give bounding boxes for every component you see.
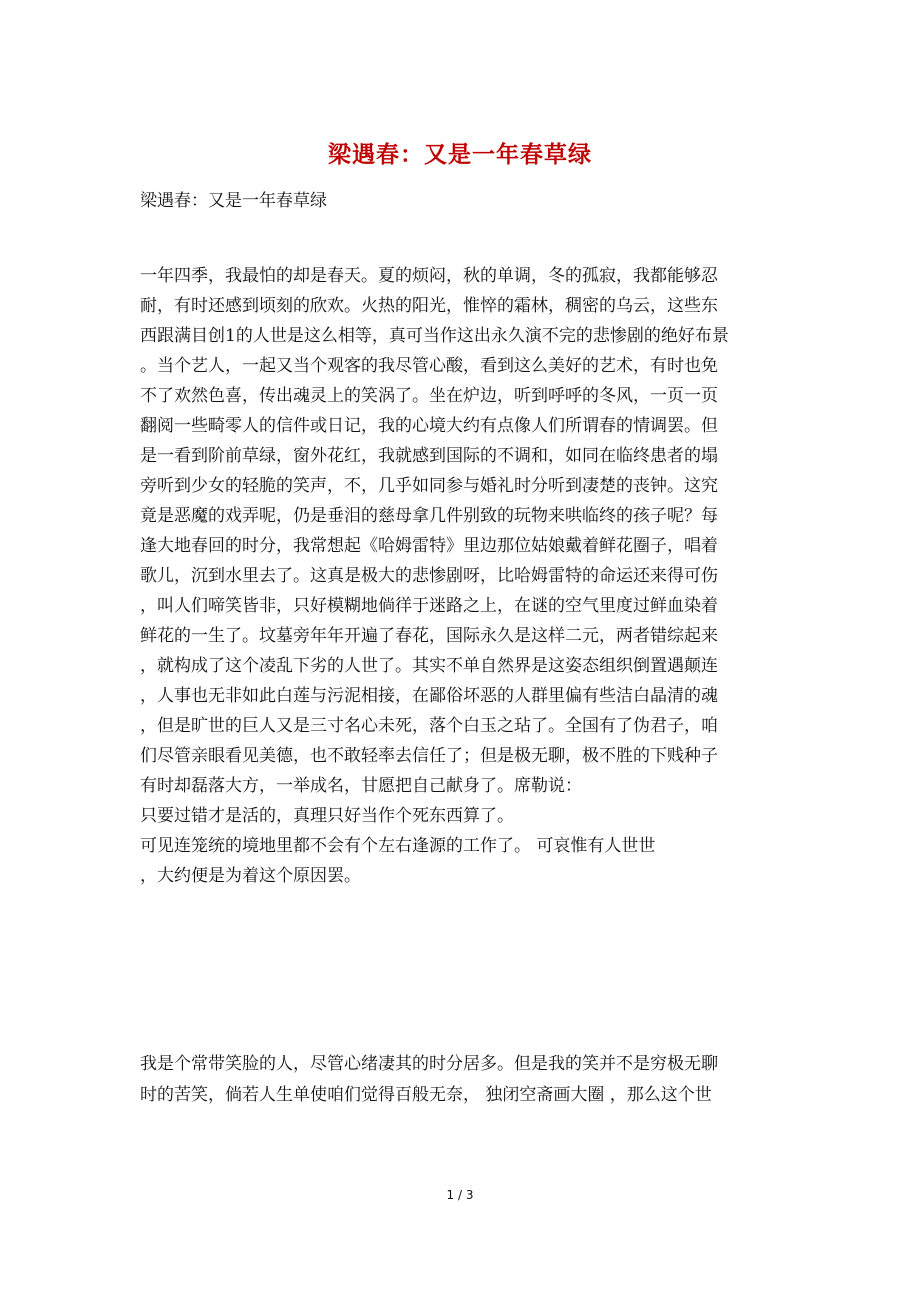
paragraph-line: 一年四季，我最怕的却是春天。夏的烦闷，秋的单调，冬的孤寂，我都能够忍 — [140, 266, 718, 286]
paragraph-line: 时的苦笑，倘若人生单使咱们觉得百般无奈， 独闭空斋画大圈 ，那么这个世 — [140, 1085, 712, 1105]
paragraph-1 — [140, 261, 790, 891]
paragraph-line: ，人事也无非如此白莲与污泥相接，在鄙俗坏恶的人群里偏有些洁白晶清的魂 — [140, 686, 718, 706]
paragraph-line: ，叫人们啼笑皆非，只好模糊地倘徉于迷路之上，在谜的空气里度过鲜血染着 — [140, 596, 718, 616]
paragraph-line: 西跟满目创1的人世是这么相等，真可当作这出永久演不完的悲惨剧的绝好布景 — [140, 326, 729, 346]
page-number: 1 / 3 — [446, 1188, 474, 1202]
paragraph-line: ，就构成了这个凌乱下劣的人世了。其实不单自然界是这姿态组织倒置遇颠连 — [140, 656, 718, 676]
paragraph-line: 有时却磊落大方，一举成名，甘愿把自己献身了。席勒说： — [140, 776, 582, 796]
paragraph-line: 只要过错才是活的，真理只好当作个死东西算了。 — [140, 806, 514, 826]
document-subtitle: 梁遇春：又是一年春草绿 — [140, 191, 327, 211]
paragraph-line: 鲜花的一生了。坟墓旁年年开遍了春花，国际永久是这样二元，两者错综起来 — [140, 626, 718, 646]
paragraph-line: 耐，有时还感到顷刻的欣欢。火热的阳光，惟悴的霜林，稠密的乌云，这些东 — [140, 296, 718, 316]
paragraph-line: 可见连笼统的境地里都不会有个左右逢源的工作了。 可哀惟有人世世 — [140, 836, 656, 856]
paragraph-line: 我是个常带笑脸的人，尽管心绪凄其的时分居多。但是我的笑并不是穷极无聊 — [140, 1054, 718, 1074]
paragraph-line: ，但是旷世的巨人又是三寸名心未死，落个白玉之玷了。全国有了伪君子，咱 — [140, 716, 718, 736]
document-title: 梁遇春：又是一年春草绿 — [328, 141, 592, 168]
paragraph-line: 是一看到阶前草绿，窗外花红，我就感到国际的不调和，如同在临终患者的塌 — [140, 446, 718, 466]
paragraph-line: 不了欢然色喜，传出魂灵上的笑涡了。坐在炉边，听到呼呼的冬风，一页一页 — [140, 386, 718, 406]
paragraph-2 — [140, 1049, 790, 1111]
paragraph-line: 歌儿，沉到水里去了。这真是极大的悲惨剧呀，比哈姆雷特的命运还来得可伤 — [140, 566, 718, 586]
paragraph-line: 翻阅一些畸零人的信件或日记，我的心境大约有点像人们所谓春的情调罢。但 — [140, 416, 718, 436]
paragraph-line: ，大约便是为着这个原因罢。 — [140, 866, 361, 886]
paragraph-line: 逢大地春回的时分，我常想起《哈姆雷特》里边那位姑娘戴着鲜花圈子，唱着 — [140, 536, 718, 556]
paragraph-line: 竟是恶魔的戏弄呢，仍是垂泪的慈母拿几件别致的玩物来哄临终的孩子呢？每 — [140, 506, 718, 526]
paragraph-line: 旁听到少女的轻脆的笑声，不，几乎如同参与婚礼时分听到凄楚的丧钟。这究 — [140, 476, 718, 496]
paragraph-line: 们尽管亲眼看见美德，也不敢轻率去信任了；但是极无聊，极不胜的下贱种子 — [140, 746, 718, 766]
paragraph-line: 。当个艺人，一起又当个观客的我尽管心酸，看到这么美好的艺术，有时也免 — [140, 356, 718, 376]
